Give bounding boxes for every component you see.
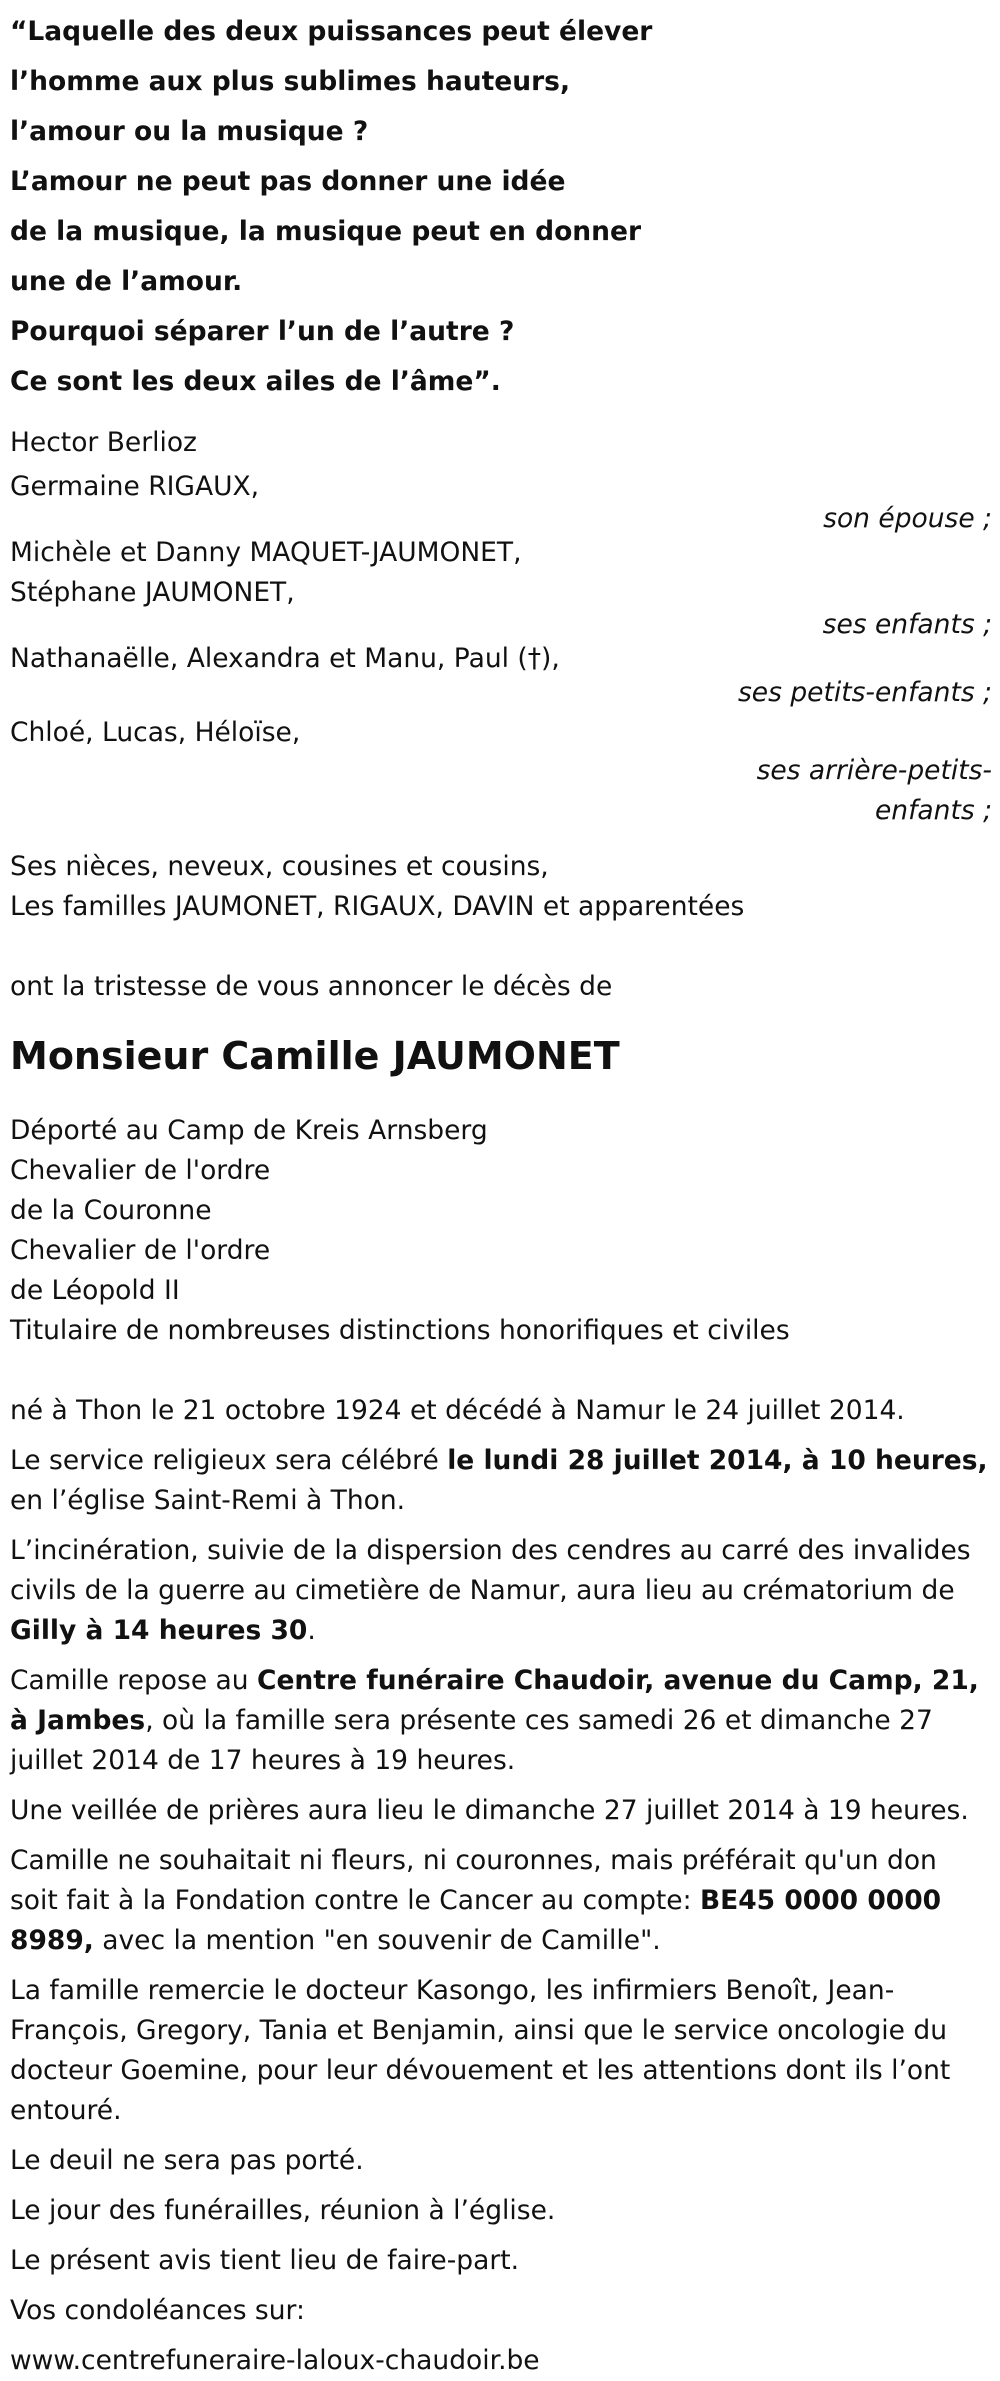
great-grandchildren-line: Chloé, Lucas, Héloïse,: [10, 717, 301, 748]
grandchildren-role: ses petits-enfants ;: [738, 677, 992, 708]
berlioz-quote: [10, 7, 992, 407]
service-paragraph: [10, 1441, 992, 1521]
title-line: Titulaire de nombreuses distinctions honorifiques et civiles: [10, 1315, 790, 1346]
children-role: ses enfants ;: [822, 609, 992, 640]
quote-line: “Laquelle des deux puissances peut élever: [10, 16, 653, 47]
deceased-titles: [10, 1111, 992, 1351]
quote-line: Pourquoi séparer l’un de l’autre ?: [10, 316, 515, 347]
quote-line: L’amour ne peut pas donner une idée: [10, 166, 566, 197]
quote-line: une de l’amour.: [10, 266, 243, 297]
birth-death-line: né à Thon le 21 octobre 1924 et décédé à Namur le 24 juillet 2014.: [10, 1395, 905, 1426]
obituary-page: [10, 7, 992, 2381]
title-line: de la Couronne: [10, 1195, 212, 1226]
donation-text: Camille ne souhaitait ni fleurs, ni couronnes, mais préférait qu'un don soit fait à la Fondation contre le Cancer au compte:: [10, 1845, 937, 1916]
donation-paragraph: [10, 1841, 992, 1961]
mourning-line: Le deuil ne sera pas porté.: [10, 2145, 364, 2176]
repose-place: Centre funéraire Chaudoir, avenue du Camp, 21, à Jambes: [10, 1665, 979, 1736]
quote-line: l’amour ou la musique ?: [10, 116, 369, 147]
cremation-time: Gilly à 14 heures 30: [10, 1615, 308, 1646]
quote-line: de la musique, la musique peut en donner: [10, 216, 642, 247]
title-line: Chevalier de l'ordre: [10, 1235, 271, 1266]
service-place: en l’église Saint-Remi à Thon.: [10, 1485, 406, 1516]
grandchildren-line: Nathanaëlle, Alexandra et Manu, Paul (†),: [10, 643, 560, 674]
title-line: Déporté au Camp de Kreis Arnsberg: [10, 1115, 488, 1146]
website-link[interactable]: www.centrefuneraire-laloux-chaudoir.be: [10, 2345, 540, 2376]
quote-author: Hector Berlioz: [10, 427, 197, 458]
quote-line: l’homme aux plus sublimes hauteurs,: [10, 66, 571, 97]
donation-account: BE45 0000 0000 8989,: [10, 1885, 942, 1956]
quote-line: Ce sont les deux ailes de l’âme”.: [10, 366, 501, 397]
thanks-paragraph: La famille remercie le docteur Kasongo, les infirmiers Benoît, Jean-François, Gregory, Tania et Benjamin, ainsi que le service oncologie du docteur Goemine, pour leur dévouement et les attentions dont ils l’ont entouré.: [10, 1975, 951, 2126]
great-grandchildren-role-cont: enfants ;: [874, 795, 992, 826]
service-date: le lundi 28 juillet 2014, à 10 heures,: [447, 1445, 988, 1476]
children-line: Stéphane JAUMONET,: [10, 577, 295, 608]
repose-hours: , où la famille sera présente ces samedi 26 et dimanche 27 juillet 2014 de 17 heures à 19 heures.: [10, 1705, 933, 1776]
great-grandchildren-role: ses arrière-petits-: [756, 755, 992, 786]
donation-mention: avec la mention "en souvenir de Camille".: [93, 1925, 661, 1956]
children-line: Michèle et Danny MAQUET-JAUMONET,: [10, 537, 522, 568]
family-list: [10, 467, 992, 927]
cremation-paragraph: [10, 1531, 992, 1651]
deceased-name: Monsieur Camille JAUMONET: [10, 1034, 620, 1078]
title-line: de Léopold II: [10, 1275, 180, 1306]
relatives-line: Ses nièces, neveux, cousines et cousins,: [10, 851, 549, 882]
announcement-text: ont la tristesse de vous annoncer le décès de: [10, 971, 613, 1002]
repose-paragraph: [10, 1661, 992, 1781]
notice-line: Le présent avis tient lieu de faire-part.: [10, 2245, 520, 2276]
spouse-role: son épouse ;: [823, 503, 992, 534]
cremation-end: .: [307, 1615, 316, 1646]
relatives-line: Les familles JAUMONET, RIGAUX, DAVIN et apparentées: [10, 891, 745, 922]
service-text: Le service religieux sera célébré: [10, 1445, 448, 1476]
spouse-name: Germaine RIGAUX,: [10, 471, 260, 502]
title-line: Chevalier de l'ordre: [10, 1155, 271, 1186]
repose-text: Camille repose au: [10, 1665, 258, 1696]
funeral-day-line: Le jour des funérailles, réunion à l’église.: [10, 2195, 556, 2226]
vigil-paragraph: Une veillée de prières aura lieu le dimanche 27 juillet 2014 à 19 heures.: [10, 1795, 969, 1826]
condolences-label: Vos condoléances sur:: [10, 2295, 305, 2326]
cremation-text: L’incinération, suivie de la dispersion des cendres au carré des invalides civils de la guerre au cimetière de Namur, aura lieu au crématorium de: [10, 1535, 971, 1606]
